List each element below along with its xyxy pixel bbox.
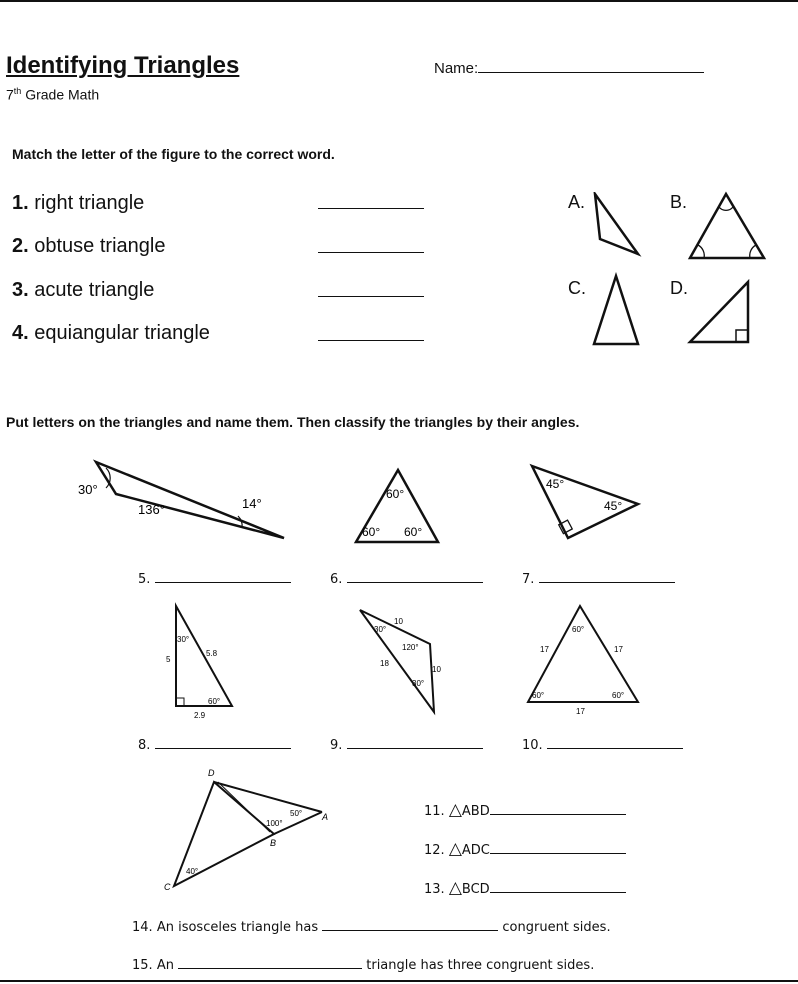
t9-angle-2: 120°	[402, 643, 419, 652]
question-9: 9.	[330, 738, 483, 753]
triangle-7	[528, 462, 644, 542]
figure-label-b: B.	[670, 192, 688, 212]
question-12: 12. △ADC	[424, 839, 626, 859]
t8-side-1: 5	[166, 655, 171, 664]
answer-blank-3[interactable]	[318, 296, 424, 297]
t5-angle-3: 14°	[242, 496, 262, 511]
t10-angle-1: 60°	[572, 625, 585, 634]
answer-blank-9[interactable]	[347, 748, 483, 749]
t9-side-3: 10	[432, 665, 441, 674]
question-10: 10.	[522, 738, 683, 753]
big-angle-1: 50°	[290, 809, 303, 818]
answer-blank-1[interactable]	[318, 208, 424, 209]
match-item-1: 1. right triangle	[12, 192, 145, 214]
t6-angle-1: 60°	[386, 487, 405, 501]
big-angle-2: 100°	[266, 819, 283, 828]
vertex-b: B	[270, 838, 277, 848]
figure-c-triangle	[590, 272, 642, 348]
question-6: 6.	[330, 572, 483, 587]
question-14: 14. An isosceles triangle has congruent sides.	[132, 920, 611, 935]
vertex-d: D	[208, 768, 215, 778]
question-15: 15. An triangle has three congruent sides.	[132, 958, 595, 973]
answer-blank-6[interactable]	[347, 582, 483, 583]
t6-angle-3: 60°	[404, 525, 423, 539]
question-7: 7.	[522, 572, 675, 587]
bottom-border	[0, 980, 798, 982]
t6-angle-2: 60°	[362, 525, 381, 539]
answer-blank-4[interactable]	[318, 340, 424, 341]
triangle-10	[520, 602, 644, 718]
triangle-symbol-icon: △	[448, 878, 462, 898]
t8-side-2: 5.8	[206, 649, 218, 658]
answer-blank-8[interactable]	[155, 748, 291, 749]
answer-blank-7[interactable]	[539, 582, 675, 583]
t8-angle-1: 30°	[177, 635, 190, 644]
answer-blank-11[interactable]	[490, 814, 626, 815]
answer-blank-2[interactable]	[318, 252, 424, 253]
answer-blank-14[interactable]	[322, 930, 498, 931]
figure-label-a: A.	[568, 192, 586, 212]
t7-angle-2: 45°	[604, 499, 623, 513]
t10-angle-3: 60°	[612, 691, 625, 700]
answer-blank-13[interactable]	[490, 892, 626, 893]
triangle-5	[76, 458, 290, 544]
triangle-8	[160, 602, 240, 722]
top-border	[0, 0, 798, 2]
t8-side-3: 2.9	[194, 711, 206, 720]
figure-label-c: C.	[568, 278, 586, 298]
figure-a-triangle	[590, 192, 650, 262]
t8-angle-2: 60°	[208, 697, 221, 706]
answer-blank-15[interactable]	[178, 968, 362, 969]
t10-side-1: 17	[540, 645, 549, 654]
vertex-c: C	[164, 882, 171, 892]
match-item-3: 3. acute triangle	[12, 279, 155, 301]
t5-angle-2: 136°	[138, 502, 165, 517]
t10-side-2: 17	[614, 645, 623, 654]
vertex-a: A	[322, 812, 329, 822]
question-11: 11. △ABD	[424, 800, 626, 820]
triangle-symbol-icon: △	[448, 839, 462, 859]
question-5: 5.	[138, 572, 291, 587]
answer-blank-12[interactable]	[490, 853, 626, 854]
t7-angle-1: 45°	[546, 477, 565, 491]
question-13: 13. △BCD	[424, 878, 626, 898]
name-field[interactable]	[434, 60, 704, 77]
triangle-9	[354, 604, 444, 716]
t9-angle-1: 30°	[374, 625, 387, 634]
t9-angle-3: 30°	[412, 679, 425, 688]
section2-instruction: Put letters on the triangles and name them. Then classify the triangles by their angles.	[6, 414, 580, 430]
t10-angle-2: 60°	[532, 691, 545, 700]
t9-side-2: 18	[380, 659, 389, 668]
match-item-4: 4. equiangular triangle	[12, 322, 210, 344]
figure-label-d: D.	[670, 278, 688, 298]
grade-label: 7th Grade Math	[6, 86, 100, 103]
triangle-symbol-icon: △	[448, 800, 462, 820]
question-8: 8.	[138, 738, 291, 753]
name-blank[interactable]	[478, 72, 704, 73]
t10-side-3: 17	[576, 707, 585, 716]
match-item-2: 2. obtuse triangle	[12, 235, 166, 257]
triangle-6	[352, 466, 444, 546]
section1-instruction: Match the letter of the figure to the correct word.	[12, 146, 335, 162]
composite-triangle-figure	[160, 764, 340, 894]
t9-side-1: 10	[394, 617, 403, 626]
big-angle-3: 40°	[186, 867, 199, 876]
page-title: Identifying Triangles	[6, 52, 240, 79]
figure-d-triangle	[686, 278, 754, 346]
answer-blank-5[interactable]	[155, 582, 291, 583]
answer-blank-10[interactable]	[547, 748, 683, 749]
figure-b-triangle	[686, 190, 770, 262]
t5-angle-1: 30°	[78, 482, 98, 497]
name-label: Name:	[434, 60, 479, 77]
